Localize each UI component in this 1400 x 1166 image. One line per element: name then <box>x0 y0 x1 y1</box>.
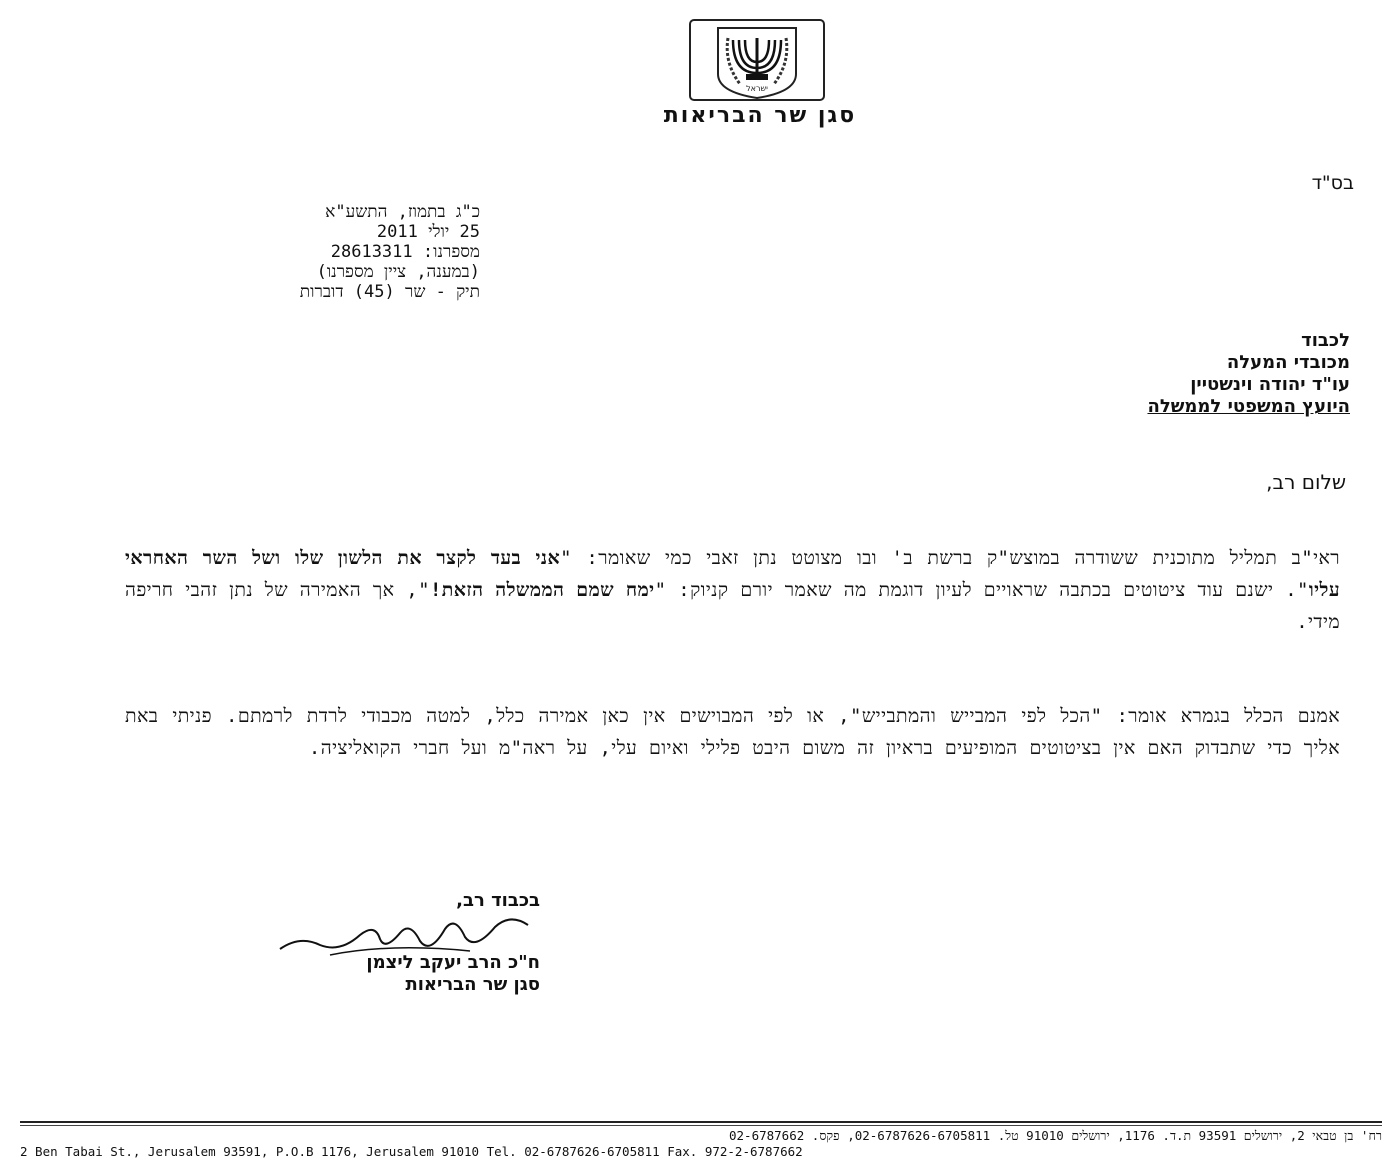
p1-quote-bold-1: אני בעד לקצר את הלשון שלו ושל השר האחראי עליו <box>125 547 1340 601</box>
signer-title: סגן שר הבריאות <box>405 974 540 995</box>
office-title: סגן שר הבריאות <box>663 103 857 128</box>
bsd-mark: בס"ד <box>1311 172 1354 194</box>
p1-text-b: ". ישנם עוד ציטוטים בכתבה שראויים לעיון דוגמת מה שאמר יורם קניוק: " <box>654 579 1309 601</box>
body-paragraph-2: אמנם הכלל בגמרא אומר: "הכל לפי המבייש והמתבייש", או לפי המבוישים אין כאן אמירה כלל, למטה מכבודי לרדת לרמתם. פניתי באת אליך כדי שתבדוק האם אין בציטוטים המופיעים בראיון זה משום היבט פלילי ואיום עלי, על ראה"מ ועל חברי הקואליציה. <box>125 705 1340 759</box>
recipient-line3: היועץ המשפטי לממשלה <box>1147 396 1350 417</box>
recipient-line1: מכובדי המעלה <box>1226 352 1350 373</box>
gregorian-date: 25 יולי 2011 <box>376 222 480 242</box>
footer-rule <box>20 1121 1382 1123</box>
letter-meta <box>140 202 480 302</box>
reference-number: מספרנו: 28613311 <box>330 242 480 262</box>
p1-quote-bold-2: ימח שמם הממשלה הזאת! <box>429 579 655 601</box>
hebrew-date: כ"ג בתמוז, התשע"א <box>325 202 480 222</box>
p1-text-a: ראי"ב תמליל מתוכנית ששודרה במוצש"ק ברשת ב' ובו מצוטט נתן זאבי כמי שאומר: " <box>560 547 1340 569</box>
footer-address-hebrew: רח' בן טבאי 2, ירושלים 93591 ת.ד. 1176, ירושלים 91010 טל. 02-6787626-6705811, פקס. 02-6787662 <box>729 1129 1382 1143</box>
greeting: שלום רב, <box>1266 470 1346 494</box>
recipient-to: לכבוד <box>1301 330 1350 351</box>
footer-address-english: 2 Ben Tabai St., Jerusalem 93591, P.O.B 1176, Jerusalem 91010 Tel. 02-6787626-6705811 Fax. 972-2-6787662 <box>20 1145 803 1159</box>
subject-line: תיק - שר (45) דוברות <box>299 282 480 302</box>
reply-note: (במענה, ציין מספרנו) <box>316 262 480 282</box>
signer-name: ח"כ הרב יעקב ליצמן <box>366 952 540 973</box>
recipient-block <box>930 330 1350 418</box>
body-paragraph-1 <box>125 542 1340 638</box>
handwritten-signature-icon <box>270 905 540 961</box>
p1-text-c: ", אך האמירה של נתן זהבי חריפה מידי. <box>125 579 1340 633</box>
footer-rule-thin <box>20 1125 1382 1126</box>
recipient-line2: עו"ד יהודה וינשטיין <box>1190 374 1350 395</box>
svg-text:ישראל: ישראל <box>746 84 768 93</box>
state-emblem-menorah-icon <box>688 18 826 102</box>
closing-regards: בכבוד רב, <box>456 890 540 911</box>
